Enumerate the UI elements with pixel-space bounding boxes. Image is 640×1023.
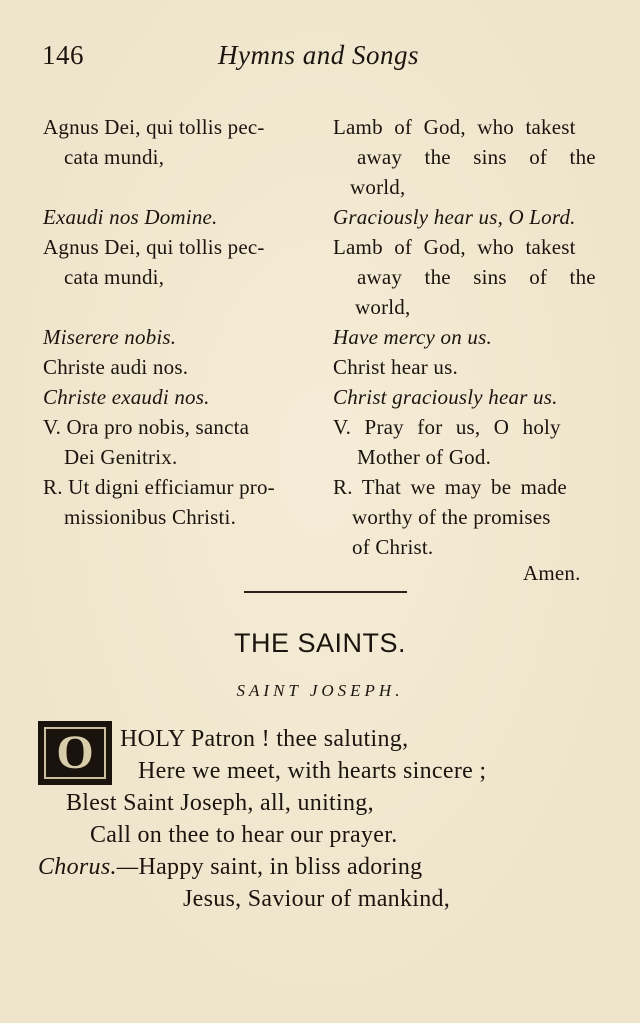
chorus-label: Chorus.— xyxy=(38,854,139,880)
english-line-5: Lamb of God, who takest xyxy=(333,235,576,259)
ornamental-drop-cap xyxy=(38,721,112,785)
latin-line-2: cata mundi, xyxy=(64,145,165,169)
hymn-line-4: Call on thee to hear our prayer. xyxy=(90,822,398,848)
latin-line-9: V. Ora pro nobis, sancta xyxy=(43,415,250,439)
english-line-11: V. Pray for us, O holy xyxy=(333,415,561,439)
english-line-6: away the sins of the xyxy=(357,265,596,289)
subsection-title: SAINT JOSEPH. xyxy=(236,681,404,700)
hymn-line-1: HOLY Patron ! thee saluting, xyxy=(120,726,409,752)
latin-line-1: Agnus Dei, qui tollis pec- xyxy=(43,115,265,139)
english-line-7: world, xyxy=(355,295,411,319)
english-line-3: world, xyxy=(350,175,406,199)
latin-line-4: Agnus Dei, qui tollis pec- xyxy=(43,235,265,259)
english-line-15: of Christ. xyxy=(352,535,434,559)
section-divider-rule xyxy=(244,591,407,593)
english-line-13: R. That we may be made xyxy=(333,475,567,499)
latin-line-6: Miserere nobis. xyxy=(43,325,177,349)
section-title: THE SAINTS. xyxy=(233,628,407,658)
english-line-1: Lamb of God, who takest xyxy=(333,115,576,139)
page-number: 146 xyxy=(42,40,84,70)
hymn-line-2: Here we meet, with hearts sincere ; xyxy=(138,758,487,784)
english-line-10: Christ graciously hear us. xyxy=(333,385,558,409)
latin-line-8: Christe exaudi nos. xyxy=(43,385,210,409)
english-line-12: Mother of God. xyxy=(357,445,492,469)
latin-line-5: cata mundi, xyxy=(64,265,165,289)
latin-line-11: R. Ut digni efficiamur pro- xyxy=(43,475,275,499)
hymn-line-5: Happy saint, in bliss adoring xyxy=(138,854,423,880)
hymn-line-6: Jesus, Saviour of mankind, xyxy=(183,886,451,912)
english-amen: Amen. xyxy=(523,561,581,585)
hymn-line-3: Blest Saint Joseph, all, uniting, xyxy=(66,790,374,816)
latin-line-12: missionibus Christi. xyxy=(64,505,237,529)
english-line-9: Christ hear us. xyxy=(333,355,458,379)
latin-line-10: Dei Genitrix. xyxy=(64,445,178,469)
drop-cap-letter: O xyxy=(56,726,94,779)
running-head: Hymns and Songs xyxy=(218,40,419,70)
english-line-8: Have mercy on us. xyxy=(333,325,492,349)
hymn-chorus-line xyxy=(38,854,422,881)
english-line-14: worthy of the promises xyxy=(352,505,551,529)
latin-line-3: Exaudi nos Domine. xyxy=(43,205,218,229)
latin-line-7: Christe audi nos. xyxy=(43,355,189,379)
english-line-4: Graciously hear us, O Lord. xyxy=(333,205,576,229)
english-line-2: away the sins of the xyxy=(357,145,596,169)
